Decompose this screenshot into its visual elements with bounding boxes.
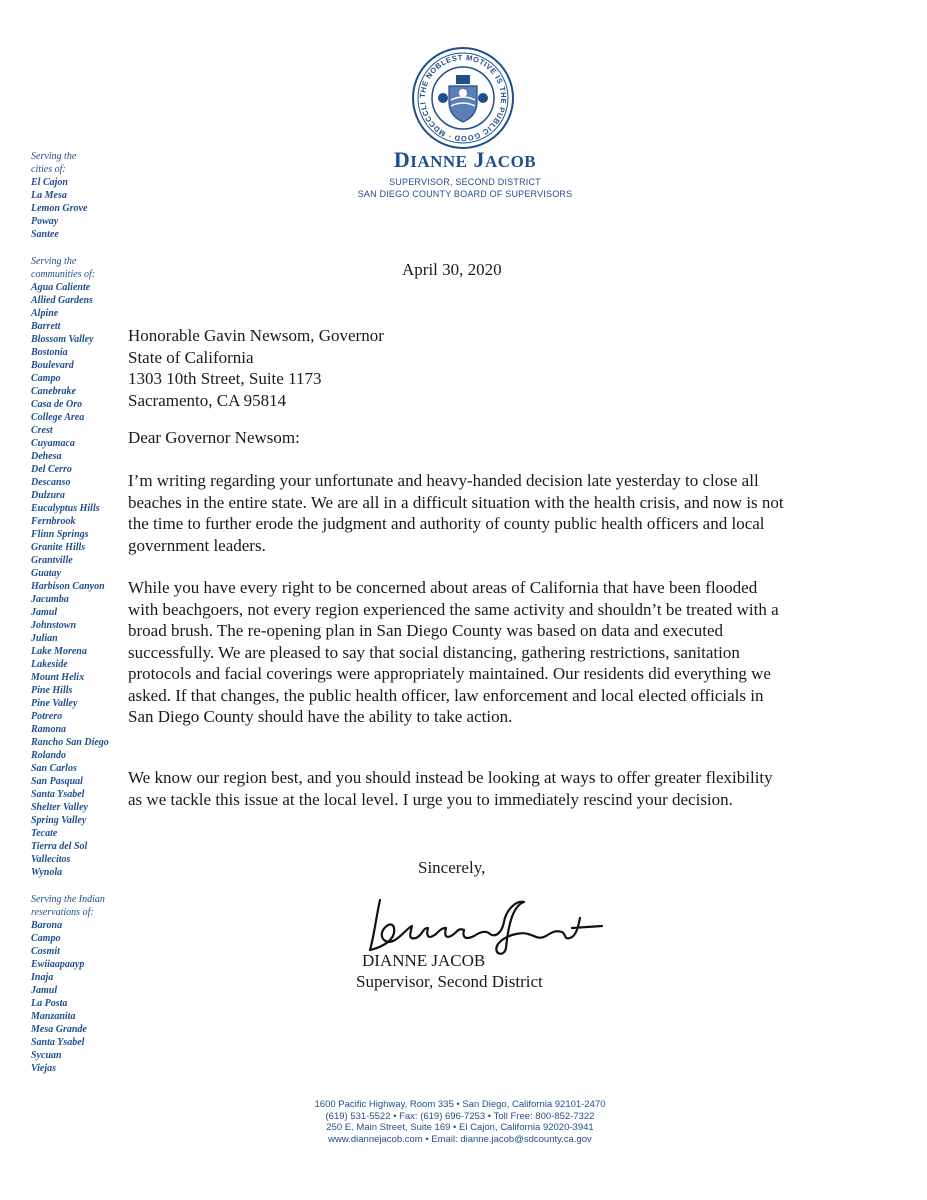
community-item: Blossom Valley bbox=[31, 334, 94, 345]
community-item: Del Cerro bbox=[31, 464, 72, 475]
community-item: Descanso bbox=[31, 477, 71, 488]
community-item: Dulzura bbox=[31, 490, 65, 501]
community-item: Eucalyptus Hills bbox=[31, 503, 100, 514]
cities-heading: Serving the bbox=[31, 151, 77, 162]
communities-heading: communities of: bbox=[31, 269, 96, 280]
address-line: Honorable Gavin Newsom, Governor bbox=[128, 326, 384, 345]
reservation-item: Mesa Grande bbox=[31, 1024, 87, 1035]
reservation-item: Campo bbox=[31, 933, 61, 944]
community-item: Dehesa bbox=[31, 451, 62, 462]
community-item: Lakeside bbox=[31, 659, 68, 670]
footer-address-2: 250 E. Main Street, Suite 169 • El Cajon, California 92020-3941 bbox=[326, 1122, 594, 1133]
communities-heading: Serving the bbox=[31, 256, 77, 267]
community-item: San Pasqual bbox=[31, 776, 83, 787]
reservation-item: La Posta bbox=[31, 998, 68, 1009]
community-item: Harbison Canyon bbox=[31, 581, 105, 592]
community-item: Julian bbox=[31, 633, 58, 644]
handwritten-signature bbox=[366, 888, 606, 958]
body-paragraph-3: We know our region best, and you should instead be looking at ways to offer greater flexibility as we tackle this issue at the local level. I urge you to immediately rescind your decision. bbox=[128, 768, 773, 809]
letter-date: April 30, 2020 bbox=[402, 260, 502, 279]
community-item: Vallecitos bbox=[31, 854, 71, 865]
community-item: Fernbrook bbox=[31, 516, 76, 527]
community-item: Campo bbox=[31, 373, 61, 384]
cities-group bbox=[31, 150, 141, 241]
body-paragraph-1: I’m writing regarding your unfortunate and heavy-handed decision late yesterday to close all beaches in the entire state. We are all in a difficult situation with the health crisis, and now is not the time to further erode the judgment and authority of county public health officers and local government leaders. bbox=[128, 471, 784, 555]
svg-text:THE NOBLEST MOTIVE IS THE PUBL: THE NOBLEST MOTIVE IS THE PUBLIC GOOD · MDCCCLI bbox=[417, 52, 509, 144]
community-item: Casa de Oro bbox=[31, 399, 83, 410]
community-item: Boulevard bbox=[31, 360, 74, 371]
community-item: Flinn Springs bbox=[31, 529, 89, 540]
sidebar-service-areas bbox=[31, 150, 141, 1089]
community-item: Jamul bbox=[31, 607, 58, 618]
city-item: Lemon Grove bbox=[31, 203, 88, 214]
letterhead-name: DIANNE JACOB bbox=[393, 147, 537, 172]
community-item: Johnstown bbox=[31, 620, 77, 631]
community-item: Shelter Valley bbox=[31, 802, 88, 813]
community-item: Rancho San Diego bbox=[31, 737, 109, 748]
community-item: Lake Morena bbox=[31, 646, 87, 657]
community-item: Alpine bbox=[31, 308, 59, 319]
community-item: Barrett bbox=[31, 321, 61, 332]
community-item: Santa Ysabel bbox=[31, 789, 85, 800]
city-item: El Cajon bbox=[31, 177, 68, 188]
address-line: Sacramento, CA 95814 bbox=[128, 390, 287, 410]
signer-title: Supervisor, Second District bbox=[356, 972, 543, 991]
salutation: Dear Governor Newsom: bbox=[128, 428, 300, 447]
community-item: Canebrake bbox=[31, 386, 76, 397]
community-item: Jacumba bbox=[31, 594, 69, 605]
footer-web-email: www.diannejacob.com • Email: dianne.jacob@sdcounty.ca.gov bbox=[328, 1133, 592, 1145]
community-item: Crest bbox=[31, 425, 53, 436]
community-item: San Carlos bbox=[31, 763, 77, 774]
community-item: Wynola bbox=[31, 867, 63, 878]
city-item: La Mesa bbox=[31, 190, 67, 201]
reservation-item: Sycuan bbox=[31, 1050, 62, 1061]
reservation-item: Cosmit bbox=[31, 946, 60, 957]
reservations-heading: Serving the Indian bbox=[31, 894, 105, 905]
community-item: Agua Caliente bbox=[31, 282, 91, 293]
address-line: State of California bbox=[128, 347, 254, 367]
community-item: Allied Gardens bbox=[31, 295, 93, 306]
signer-name: DIANNE JACOB bbox=[362, 951, 486, 970]
communities-group bbox=[31, 255, 141, 879]
reservations-group bbox=[31, 893, 141, 1075]
county-seal-icon bbox=[411, 46, 515, 150]
reservation-item: Jamul bbox=[31, 985, 58, 996]
recipient-address bbox=[128, 325, 384, 411]
letterhead-title: SUPERVISOR, SECOND DISTRICT bbox=[389, 177, 541, 187]
community-item: Spring Valley bbox=[31, 815, 87, 826]
community-item: Mount Helix bbox=[31, 672, 85, 683]
community-item: Bostonia bbox=[31, 347, 68, 358]
city-item: Poway bbox=[31, 216, 59, 227]
community-item: Granite Hills bbox=[31, 542, 86, 553]
community-item: Tecate bbox=[31, 828, 58, 839]
closing: Sincerely, bbox=[418, 858, 486, 877]
body-paragraph-2: While you have every right to be concerned about areas of California that have been flooded with beachgoers, not every region experienced the same activity and shouldn’t be treated with a broad brush. The re-opening plan in San Diego County was based on data and executed successfully. We are pleased to say that social distancing, gathering restrictions, sanitation protocols and facial coverings were appropriately maintained. Our residents did everything we asked. If that changes, the public health officer, law enforcement and local elected officials in San Diego County should have the ability to take action. bbox=[128, 578, 779, 726]
community-item: Guatay bbox=[31, 568, 61, 579]
reservations-heading: reservations of: bbox=[31, 907, 94, 918]
community-item: Rolando bbox=[31, 750, 67, 761]
reservation-item: Inaja bbox=[31, 972, 54, 983]
letterhead-footer bbox=[240, 1099, 680, 1145]
reservation-item: Santa Ysabel bbox=[31, 1037, 85, 1048]
reservation-item: Barona bbox=[31, 920, 63, 931]
cities-heading: cities of: bbox=[31, 164, 66, 175]
community-item: Ramona bbox=[31, 724, 67, 735]
reservation-item: Manzanita bbox=[31, 1011, 76, 1022]
community-item: Potrero bbox=[31, 711, 63, 722]
community-item: Pine Hills bbox=[31, 685, 73, 696]
community-item: College Area bbox=[31, 412, 85, 423]
footer-phones: (619) 531-5522 • Fax: (619) 696-7253 • Toll Free: 800-852-7322 bbox=[325, 1110, 595, 1122]
signature-block bbox=[356, 950, 543, 992]
community-item: Tierra del Sol bbox=[31, 841, 88, 852]
reservation-item: Viejas bbox=[31, 1063, 57, 1074]
community-item: Pine Valley bbox=[31, 698, 78, 709]
address-line: 1303 10th Street, Suite 1173 bbox=[128, 369, 322, 388]
reservation-item: Ewiiaapaayp bbox=[31, 959, 85, 970]
footer-address-1: 1600 Pacific Highway, Room 335 • San Diego, California 92101-2470 bbox=[314, 1099, 606, 1110]
city-item: Santee bbox=[31, 229, 59, 240]
community-item: Grantville bbox=[31, 555, 73, 566]
letterhead-board: SAN DIEGO COUNTY BOARD OF SUPERVISORS bbox=[357, 189, 573, 199]
community-item: Cuyamaca bbox=[31, 438, 75, 449]
